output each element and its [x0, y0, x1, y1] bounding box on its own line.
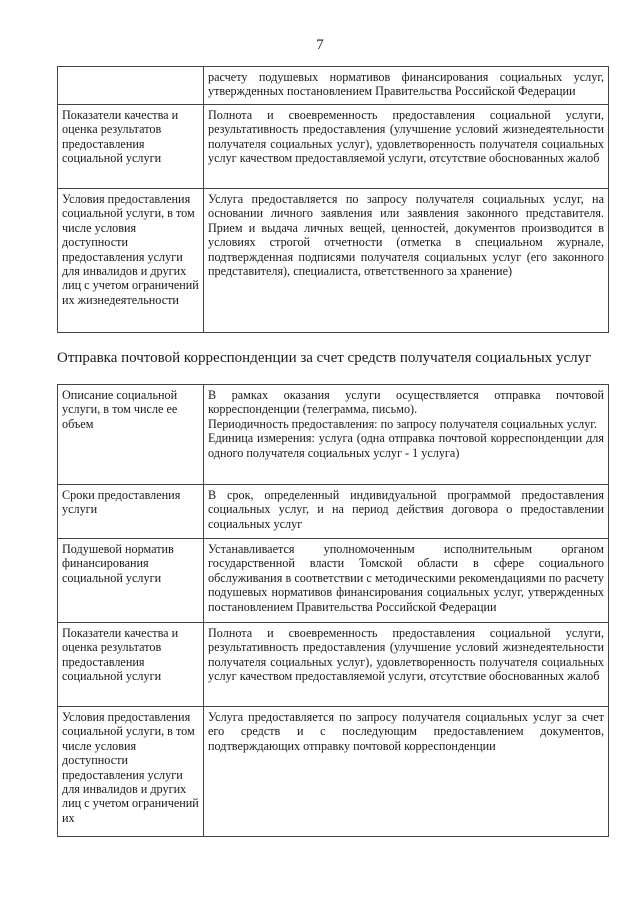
row-value — [204, 485, 609, 539]
row-value-paragraph: расчету подушевых нормативов финансирования социальных услуг, утвержденных постановлением Правительства Российской Федерации — [208, 70, 604, 99]
row-value — [204, 707, 609, 837]
row-value-paragraph: Полнота и своевременность предоставления социальной услуги, результативность предоставления (улучшение условий жизнедеятельности получателя социальных услуг), удовлетворенность получателя социальных услуг качеством предоставляемой услуги, отсутствие обоснованных жалоб — [208, 108, 604, 166]
row-value-paragraph: Устанавливается уполномоченным исполнительным органом государственной власти Томской области в сфере социального обслуживания в соответствии с методическими рекомендациями по расчету подушевых нормативов финансирования социальных услуг, утвержденных постановлением Правительства Российской Федерации — [208, 542, 604, 614]
row-value — [204, 67, 609, 105]
row-value-paragraph: Услуга предоставляется по запросу получателя социальных услуг за счет его средств и с последующим предоставлением документов, подтверждающих отправку почтовой корреспонденции — [208, 710, 604, 753]
row-value — [204, 385, 609, 485]
table-row — [58, 189, 609, 333]
table-row — [58, 707, 609, 837]
table-row — [58, 485, 609, 539]
table-row — [58, 623, 609, 707]
row-value-paragraph: В рамках оказания услуги осуществляется отправка почтовой корреспонденции (телеграмма, письмо). — [208, 388, 604, 417]
table-row — [58, 385, 609, 485]
page-number: 7 — [316, 37, 324, 53]
services-table — [57, 384, 609, 837]
row-label: Показатели качества и оценка результатов предоставления социальной услуги — [58, 105, 204, 189]
row-value-paragraph: Услуга предоставляется по запросу получателя социальных услуг, на основании личного заявления или заявления законного представителя. Прием и выдача личных вещей, ценностей, документов производится в условиях строгой отчетности (отметка в специальном журнале, подтвержденная подписями получателя социальных услуг (его законного представителя), специалиста, ответственного за хранение) — [208, 192, 604, 279]
row-label: Описание социальной услуги, в том числе ее объем — [58, 385, 204, 485]
table-row — [58, 105, 609, 189]
row-value-paragraph: Полнота и своевременность предоставления социальной услуги, результативность предоставления (улучшение условий жизнедеятельности получателя социальных услуг), удовлетворенность получателя социальных услуг качеством предоставляемой услуги, отсутствие обоснованных жалоб — [208, 626, 604, 684]
table-row — [58, 67, 609, 105]
section-title: Отправка почтовой корреспонденции за счет средств получателя социальных услуг — [57, 350, 592, 366]
row-value-paragraph: Периодичность предоставления: по запросу получателя социальных услуг. — [208, 416, 597, 431]
row-value — [204, 189, 609, 333]
row-label: Подушевой норматив финансирования социальной услуги — [58, 539, 204, 623]
row-label — [58, 67, 204, 105]
row-label: Условия предоставления социальной услуги, в том числе условия доступности предоставления услуги для инвалидов и других лиц с учетом ограничений их жизнедеятельности — [58, 189, 204, 333]
row-value — [204, 623, 609, 707]
row-label: Сроки предоставления услуги — [58, 485, 204, 539]
row-value — [204, 105, 609, 189]
row-value — [204, 539, 609, 623]
row-label: Условия предоставления социальной услуги, в том числе условия доступности предоставления услуги для инвалидов и других лиц с учетом ограничений их — [58, 707, 204, 837]
services-table-continued — [57, 66, 609, 333]
table-row — [58, 539, 609, 623]
row-value-paragraph: В срок, определенный индивидуальной программой предоставления социальных услуг, и на период действия договора о предоставлении социальных услуг — [208, 488, 604, 531]
row-label: Показатели качества и оценка результатов предоставления социальной услуги — [58, 623, 204, 707]
row-value-paragraph: Единица измерения: услуга (одна отправка почтовой корреспонденции для одного получателя социальных услуг - 1 услуга) — [208, 431, 604, 460]
